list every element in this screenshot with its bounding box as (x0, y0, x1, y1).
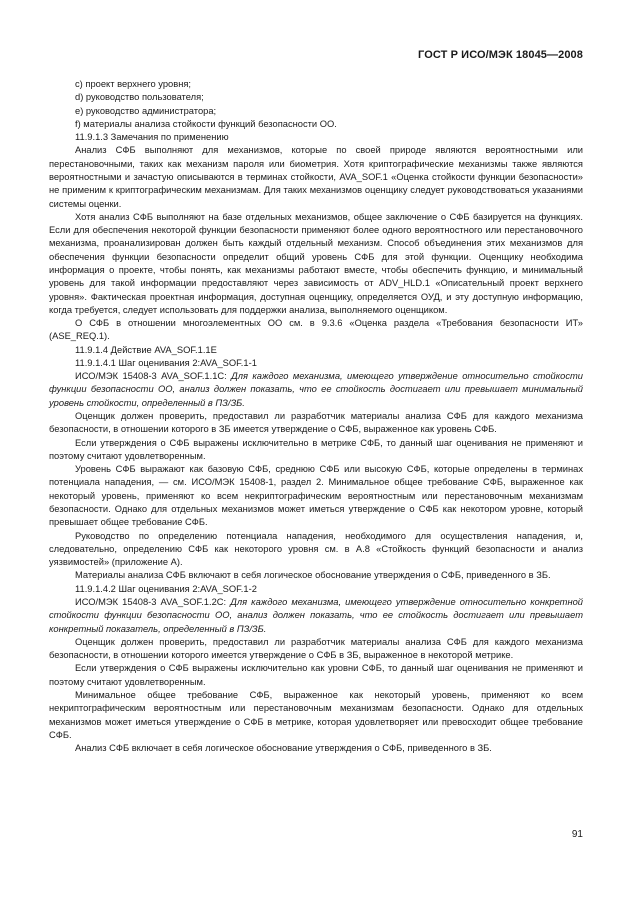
paragraph: О СФБ в отношении многоэлементных ОО см. в 9.3.6 «Оценка раздела «Требования безопасности ИТ» (ASE_REQ.1). (49, 318, 583, 342)
document-header: ГОСТ Р ИСО/МЭК 18045—2008 (418, 49, 583, 61)
paragraph: Если утверждения о СФБ выражены исключительно в метрике СФБ, то данный шаг оценивания не применяют и поэтому считают удовлетворенным. (49, 437, 583, 461)
requirement-paragraph (49, 596, 583, 636)
requirement-text: Для каждого механизма, имеющего утверждение относительно конкретной стойкости функции безопасности ОО, анализ должен показать, что ее стойкость достигает или превышает конкретный показатель, определенный в ПЗ/ЗБ. (49, 596, 583, 634)
list-item: c) проект верхнего уровня; (75, 79, 192, 89)
document-body (49, 78, 583, 755)
paragraph: Хотя анализ СФБ выполняют на базе отдельных механизмов, общее заключение о СФБ базируется на функциях. Если для обеспечения некоторой функции безопасности применяют более одного вероятностного или перестановочного механизма, проанализирован должен быть каждый отдельный механизм. Способ объединения этих механизмов для обеспечения функции безопасности определит общий уровень СФБ для этой функции. Оценщику необходима информация о проекте, чтобы понять, как механизмы работают вместе, чтобы обеспечить функцию, и минимальный уровень для такой информации предоставляют через зависимость от ADV_HLD.1 «Описательный проект верхнего уровня». Фактическая проектная информация, доступная оценщику, определяется ОУД, и эту доступную информацию, когда требуется, следует использовать для поддержки анализа, выполняемого оценщиком. (49, 211, 583, 315)
paragraph: Анализ СФБ выполняют для механизмов, которые по своей природе являются вероятностными или перестановочными, таких как механизм пароля или биометрия. Хотя криптографические механизмы также являются вероятностными и зачастую описываются в терминах стойкости, AVA_SOF.1 «Оценка стойкости функции безопасности» не применим к криптографическим механизмам. Для таких механизмов оценщику следует руководствоваться указаниями системы оценки. (49, 145, 583, 209)
requirement-reference: ИСО/МЭК 15408-3 AVA_SOF.1.2C: (75, 596, 231, 607)
list-item: d) руководство пользователя; (75, 92, 204, 103)
section-heading: 11.9.1.4 Действие AVA_SOF.1.1E (75, 344, 217, 355)
paragraph: Анализ СФБ включает в себя логическое обоснование утверждения о СФБ, приведенного в ЗБ. (75, 743, 492, 754)
requirement-text: Для каждого механизма, имеющего утверждение относительно стойкости функции безопасности ОО, анализ должен показать, что ее стойкость достигает или превышает минимальный уровень стойкости, определенный в ПЗ/ЗБ. (49, 371, 583, 408)
section-heading: 11.9.1.4.2 Шаг оценивания 2:AVA_SOF.1-2 (75, 583, 257, 594)
requirement-paragraph (49, 370, 583, 410)
paragraph: Оценщик должен проверить, предоставил ли разработчик материалы анализа СФБ для каждого механизма безопасности, в отношении которого в ЗБ имеется утверждение о СФБ, выраженное как уровень СФБ. (49, 411, 583, 435)
paragraph: Руководство по определению потенциала нападения, необходимого для осуществления нападения, и, следовательно, определению СФБ как некоторого уровня см. в А.8 «Стойкость функций безопасности и анализ уязвимостей» (приложение А). (49, 530, 583, 568)
section-heading: 11.9.1.3 Замечания по применению (75, 132, 229, 143)
list-item: e) руководство администратора; (75, 105, 217, 116)
paragraph: Материалы анализа СФБ включают в себя логическое обоснование утверждения о СФБ, приведенного в ЗБ. (75, 570, 551, 581)
paragraph: Минимальное общее требование СФБ, выраженное как некоторый уровень, применяют ко всем некриптографическим вероятностным или перестановочным механизмам безопасности. Однако для отдельных механизмов может иметься утверждение о СФБ в метрике, которая удовлетворяет или превосходит общее требование СФБ. (49, 689, 583, 740)
list-item: f) материалы анализа стойкости функций безопасности ОО. (75, 118, 337, 129)
paragraph: Если утверждения о СФБ выражены исключительно как уровни СФБ, то данный шаг оценивания не применяют и поэтому считают удовлетворенным. (49, 663, 583, 687)
paragraph: Оценщик должен проверить, предоставил ли разработчик материалы анализа СФБ для каждого механизма безопасности, в отношении которого имеется утверждение о СФБ в ЗБ, выраженное в некоторой метрике. (49, 636, 583, 661)
paragraph: Уровень СФБ выражают как базовую СФБ, среднюю СФБ или высокую СФБ, которые определены в терминах потенциала нападения, — см. ИСО/МЭК 15408-1, раздел 2. Минимальное общее требование СФБ, выраженное как некоторый уровень, применяют ко всем некриптографическим вероятностным или перестановочным механизмам безопасности. Однако для отдельных механизмов может иметься утверждение о СФБ как некотором уровне, который превышает общее требование СФБ. (49, 464, 583, 528)
requirement-reference: ИСО/МЭК 15408-3 AVA_SOF.1.1C: (75, 371, 232, 382)
page-number: 91 (571, 829, 583, 840)
section-heading: 11.9.1.4.1 Шаг оценивания 2:AVA_SOF.1-1 (75, 357, 257, 368)
